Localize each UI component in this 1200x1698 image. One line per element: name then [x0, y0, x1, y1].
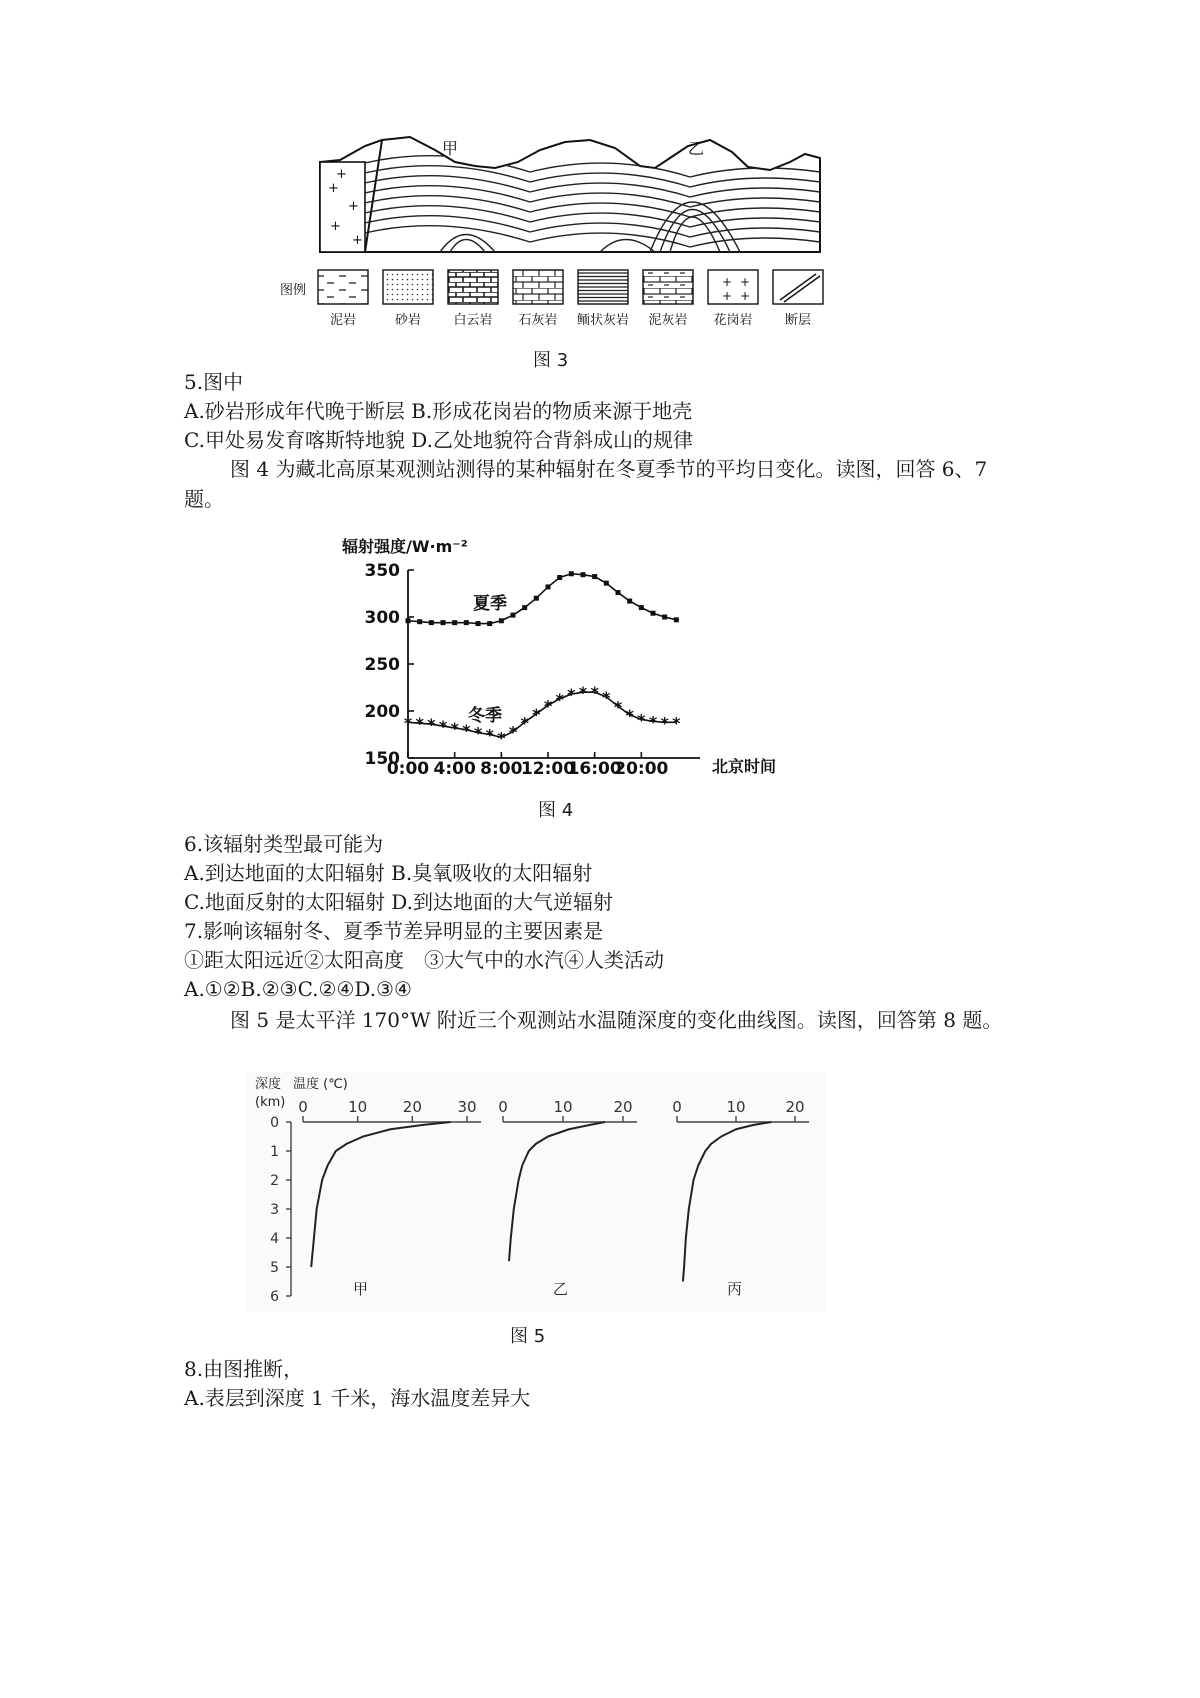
svg-text:+: +	[722, 289, 733, 303]
q7-options: A.①②B.②③C.②④D.③④	[184, 977, 412, 1001]
fig4-point-summer	[464, 620, 469, 625]
fig4-point-winter: *	[415, 714, 424, 734]
fig4-point-winter: *	[520, 713, 529, 733]
fig5-depth-unit: (km)	[255, 1095, 286, 1110]
legend-swatch-marl	[643, 270, 693, 304]
legend-label-4: 鲕状灰岩	[576, 313, 630, 328]
fig4-point-summer	[522, 605, 527, 610]
figure-4-caption: 图 4	[538, 800, 574, 821]
fig4-point-summer	[429, 620, 434, 625]
fig4-point-summer	[499, 618, 504, 623]
q6-options-1: A.到达地面的太阳辐射 B.臭氧吸收的太阳辐射	[184, 861, 593, 885]
fig5-depth-tick-label: 3	[270, 1202, 279, 1218]
fig5-temp-label: 温度 (℃)	[293, 1077, 348, 1092]
fig4-point-summer	[627, 599, 632, 604]
fig5-temp-tick-label: 20	[613, 1098, 633, 1116]
fig4-xtick-label: 4:00	[433, 759, 476, 779]
fig4-point-summer	[511, 613, 516, 618]
fig4-point-summer	[487, 621, 492, 626]
fig4-point-winter: *	[578, 683, 588, 703]
legend-label-3: 石灰岩	[518, 313, 558, 328]
q6-options-2: C.地面反射的太阳辐射 D.到达地面的大气逆辐射	[184, 890, 613, 914]
fig4-point-winter: *	[438, 717, 448, 737]
legend-label-2: 白云岩	[453, 313, 493, 328]
fig5-depth-tick-label: 1	[270, 1144, 279, 1160]
fig4-ylabel: 辐射强度/W·m⁻²	[342, 537, 468, 556]
fig4-point-winter: *	[672, 713, 681, 733]
fig4-ytick-label: 200	[364, 702, 400, 722]
fig4-point-winter: *	[567, 685, 576, 705]
legend-title: 图例	[280, 283, 307, 298]
fig4-point-winter: *	[497, 728, 506, 748]
fig4-point-winter: *	[532, 704, 541, 724]
figure-5-temperature-depth	[245, 1072, 825, 1312]
fig5-depth-tick-label: 6	[270, 1289, 279, 1305]
fig5-temp-tick-label: 0	[298, 1098, 308, 1116]
q8-stem: 8.由图推断，	[184, 1357, 304, 1381]
fig4-series-label-winter: 冬季	[468, 706, 502, 726]
fig4-point-winter: *	[637, 710, 646, 730]
fig4-point-winter: *	[462, 720, 471, 740]
fig5-temp-tick-label: 20	[402, 1098, 422, 1116]
fig4-series-label-summer: 夏季	[473, 594, 507, 614]
fig4-point-summer	[616, 590, 621, 595]
fig5-depth-tick-label: 2	[270, 1173, 279, 1189]
fig4-series-line-1	[408, 689, 676, 737]
svg-text:+: +	[352, 233, 363, 248]
fig4-point-winter: *	[555, 689, 564, 709]
fig5-temp-tick-label: 10	[553, 1098, 573, 1116]
fig4-point-winter: *	[450, 718, 459, 738]
legend-label-6: 花岗岩	[713, 313, 753, 328]
fig4-point-summer	[534, 596, 539, 601]
fig5-depth-tick-label: 4	[270, 1231, 279, 1247]
fig5-depth-tick-label: 5	[270, 1260, 279, 1276]
figure-3-caption: 图 3	[533, 350, 569, 371]
fig4-point-summer	[604, 581, 609, 586]
legend-swatch-granite	[708, 270, 758, 304]
svg-text:+: +	[348, 199, 359, 214]
fig5-temp-tick-label: 10	[348, 1098, 368, 1116]
fig4-point-summer	[651, 611, 656, 616]
intro-figure-5: 图 5 是太平洋 170°W 附近三个观测站水温随深度的变化曲线图。读图，回答第 8 题。	[230, 1008, 1003, 1032]
fig4-xtick-label: 16:00	[567, 759, 622, 779]
figure-3-geologic-section	[270, 132, 830, 362]
fig4-ytick-label: 250	[364, 655, 400, 675]
svg-text:+: +	[740, 289, 751, 303]
svg-text:+: +	[328, 181, 339, 196]
fig5-depth-tick-label: 0	[270, 1115, 279, 1131]
fig4-xtick-label: 20:00	[614, 759, 669, 779]
fig4-xtick-label: 8:00	[480, 759, 523, 779]
legend-swatch-dolomite	[448, 270, 498, 304]
fig5-station-label: 甲	[353, 1280, 369, 1298]
svg-text:+: +	[722, 275, 733, 289]
fig4-point-winter: *	[403, 713, 413, 733]
svg-text:+: +	[740, 275, 751, 289]
fig4-xtick-label: 0:00	[386, 759, 430, 779]
legend-swatch-mudstone	[318, 270, 368, 304]
fig4-point-winter: *	[660, 713, 669, 733]
legend-label-5: 泥灰岩	[648, 313, 688, 328]
fig4-ytick-label: 300	[364, 608, 400, 628]
legend-swatch-sandstone	[383, 270, 433, 304]
fig4-point-summer	[546, 584, 551, 589]
q5-stem: 5.图中	[184, 370, 244, 394]
fig5-depth-label: 深度	[255, 1077, 282, 1092]
figure-5-caption: 图 5	[510, 1326, 546, 1347]
fig4-point-summer	[581, 572, 586, 577]
legend-label-7: 断层	[784, 313, 812, 328]
legend-swatch-limestone	[513, 270, 563, 304]
fig4-point-winter: *	[602, 687, 611, 707]
fig4-point-summer	[406, 618, 411, 623]
section-label-yi: 乙	[688, 139, 705, 158]
fig4-point-winter: *	[427, 715, 436, 735]
fig4-point-summer	[417, 619, 422, 624]
svg-text:+: +	[330, 219, 341, 234]
q7-stem: 7.影响该辐射冬、夏季节差异明显的主要因素是	[184, 919, 604, 943]
fig5-station-label: 乙	[553, 1280, 569, 1298]
svg-text:+: +	[336, 167, 347, 182]
fig4-series-line-0	[408, 574, 676, 624]
legend-swatch-oolitic-limestone	[578, 270, 628, 304]
fig4-point-winter: *	[625, 705, 634, 725]
fig4-point-summer	[557, 575, 562, 580]
fig4-point-winter: *	[648, 712, 658, 732]
fig5-station-label: 丙	[727, 1280, 743, 1298]
fig4-xtick-label: 12:00	[520, 759, 576, 779]
legend-label-0: 泥岩	[329, 313, 357, 328]
fig5-temp-tick-label: 10	[726, 1098, 746, 1116]
legend-label-1: 砂岩	[394, 313, 422, 328]
fig4-point-winter: *	[508, 722, 518, 742]
fig4-point-winter: *	[590, 683, 599, 703]
fig4-point-summer	[662, 615, 667, 620]
fig4-point-summer	[592, 574, 597, 579]
fig4-point-winter: *	[485, 725, 494, 745]
q6-stem: 6.该辐射类型最可能为	[184, 832, 384, 856]
fig4-point-summer	[639, 605, 644, 610]
fig4-point-winter: *	[543, 696, 553, 716]
fig5-temp-tick-label: 0	[672, 1098, 682, 1116]
fig4-point-summer	[452, 620, 457, 625]
q8-option-a: A.表层到深度 1 千米，海水温度差异大	[184, 1386, 531, 1410]
fig4-point-winter: *	[613, 697, 623, 717]
fig5-temp-tick-label: 20	[785, 1098, 805, 1116]
fig4-point-summer	[476, 621, 481, 626]
section-label-jia: 甲	[442, 139, 459, 158]
intro-figure-4: 图 4 为藏北高原某观测站测得的某种辐射在冬夏季节的平均日变化。读图，回答 6、7 题。	[184, 457, 988, 511]
q5-options-1: A.砂岩形成年代晚于断层 B.形成花岗岩的物质来源于地壳	[184, 399, 693, 423]
fig4-point-summer	[569, 571, 574, 576]
fig4-ytick-label: 150	[364, 749, 400, 769]
figure-4-radiation-chart	[340, 530, 800, 780]
fig4-point-summer	[674, 617, 679, 622]
fig4-xlabel: 北京时间	[712, 757, 777, 776]
fig5-temp-tick-label: 0	[498, 1098, 508, 1116]
fig4-point-summer	[441, 620, 446, 625]
q7-factors: ①距太阳远近②太阳高度 ③大气中的水汽④人类活动	[184, 948, 664, 972]
fig4-ytick-label: 350	[364, 561, 400, 581]
fig4-point-winter: *	[473, 723, 483, 743]
q5-options-2: C.甲处易发育喀斯特地貌 D.乙处地貌符合背斜成山的规律	[184, 428, 693, 452]
fig5-temp-tick-label: 30	[457, 1098, 477, 1116]
